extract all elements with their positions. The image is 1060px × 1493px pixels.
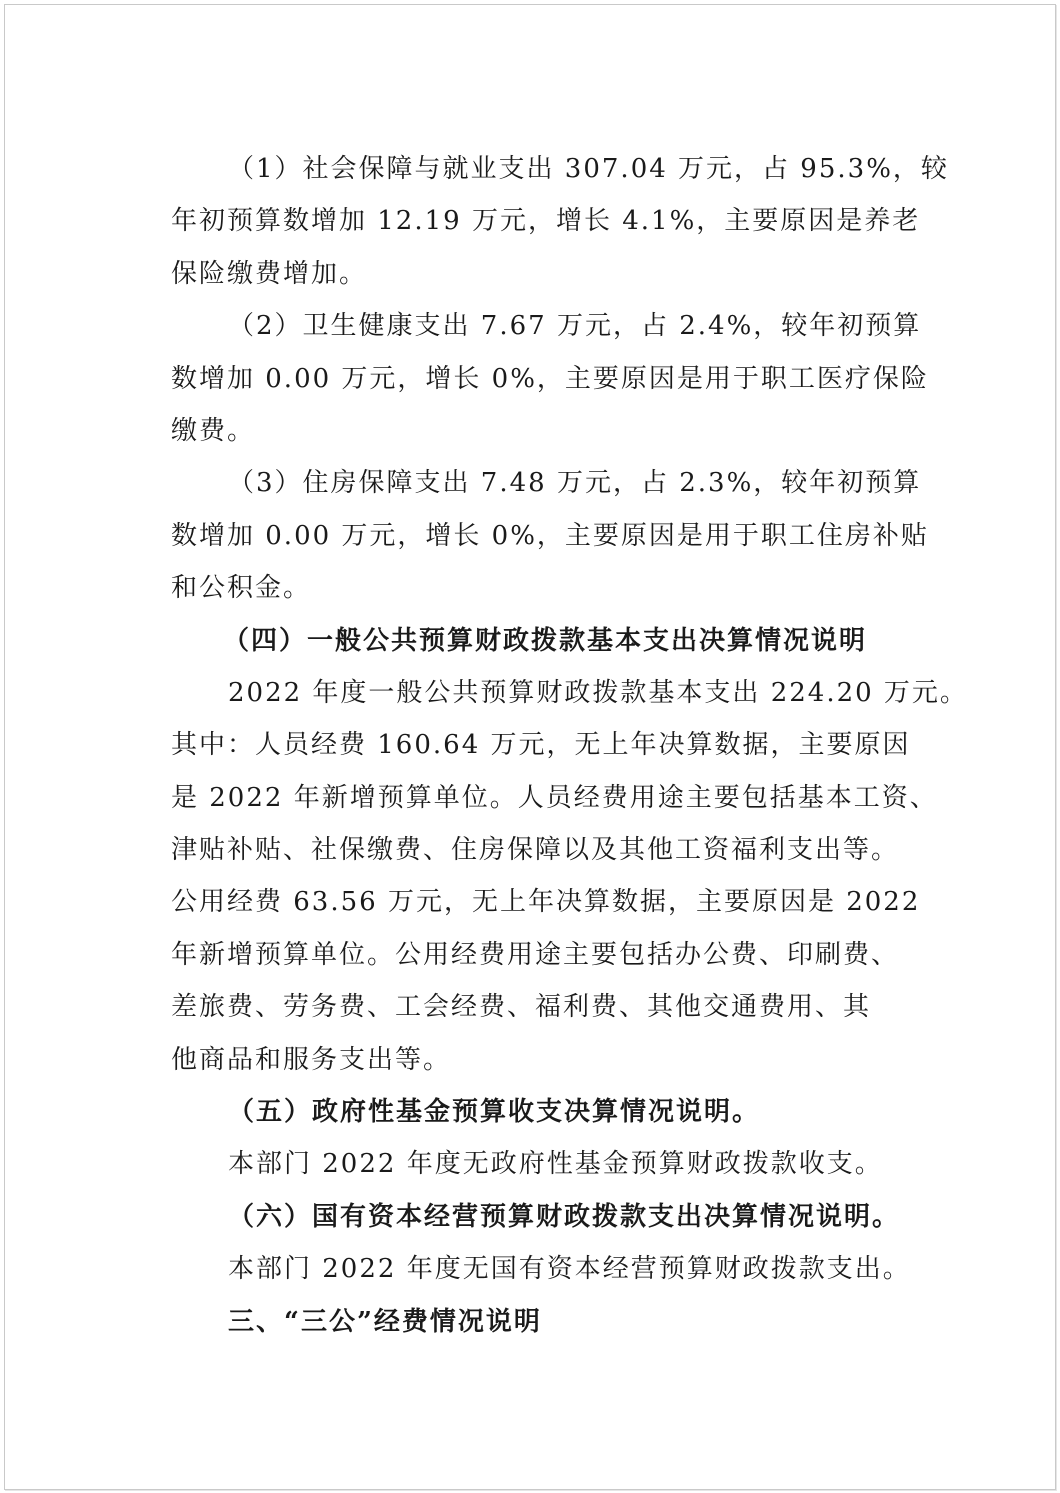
paragraph-line: 保险缴费增加。 [171,258,368,289]
section-heading: （四）一般公共预算财政拨款基本支出决算情况说明 [223,625,868,656]
paragraph-line: 数增加 0.00 万元，增长 0%，主要原因是用于职工医疗保险 [171,363,929,394]
chapter-heading: 三、“三公”经费情况说明 [228,1306,542,1337]
document-page [4,4,1056,1490]
paragraph-line: 是 2022 年新增预算单位。人员经费用途主要包括基本工资、 [171,782,938,813]
section-heading: （六）国有资本经营预算财政拨款支出决算情况说明。 [228,1201,901,1232]
paragraph-line: 年初预算数增加 12.19 万元，增长 4.1%，主要原因是养老 [171,206,921,237]
paragraph-line: （3）住房保障支出 7.48 万元，占 2.3%，较年初预算 [228,468,922,499]
paragraph-line: 他商品和服务支出等。 [171,1044,452,1075]
section-heading: （五）政府性基金预算收支决算情况说明。 [228,1097,761,1128]
paragraph-line: 公用经费 63.56 万元，无上年决算数据，主要原因是 2022 [171,887,921,918]
paragraph-line: 2022 年度一般公共预算财政拨款基本支出 224.20 万元。 [228,677,968,708]
paragraph-line: 缴费。 [171,415,256,446]
paragraph-line: 和公积金。 [171,573,312,604]
paragraph-line: 本部门 2022 年度无政府性基金预算财政拨款收支。 [228,1149,883,1180]
paragraph-line: （2）卫生健康支出 7.67 万元，占 2.4%，较年初预算 [228,311,922,342]
paragraph-line: 年新增预算单位。公用经费用途主要包括办公费、印刷费、 [171,939,900,970]
paragraph-line: （1）社会保障与就业支出 307.04 万元，占 95.3%，较 [228,154,949,184]
paragraph-line: 其中：人员经费 160.64 万元，无上年决算数据，主要原因 [171,730,911,761]
document-body [171,143,968,1348]
paragraph-line: 津贴补贴、社保缴费、住房保障以及其他工资福利支出等。 [171,835,900,866]
paragraph-line: 差旅费、劳务费、工会经费、福利费、其他交通费用、其 [171,992,872,1023]
paragraph-line: 本部门 2022 年度无国有资本经营预算财政拨款支出。 [228,1254,911,1285]
paragraph-line: 数增加 0.00 万元，增长 0%，主要原因是用于职工住房补贴 [171,520,929,551]
